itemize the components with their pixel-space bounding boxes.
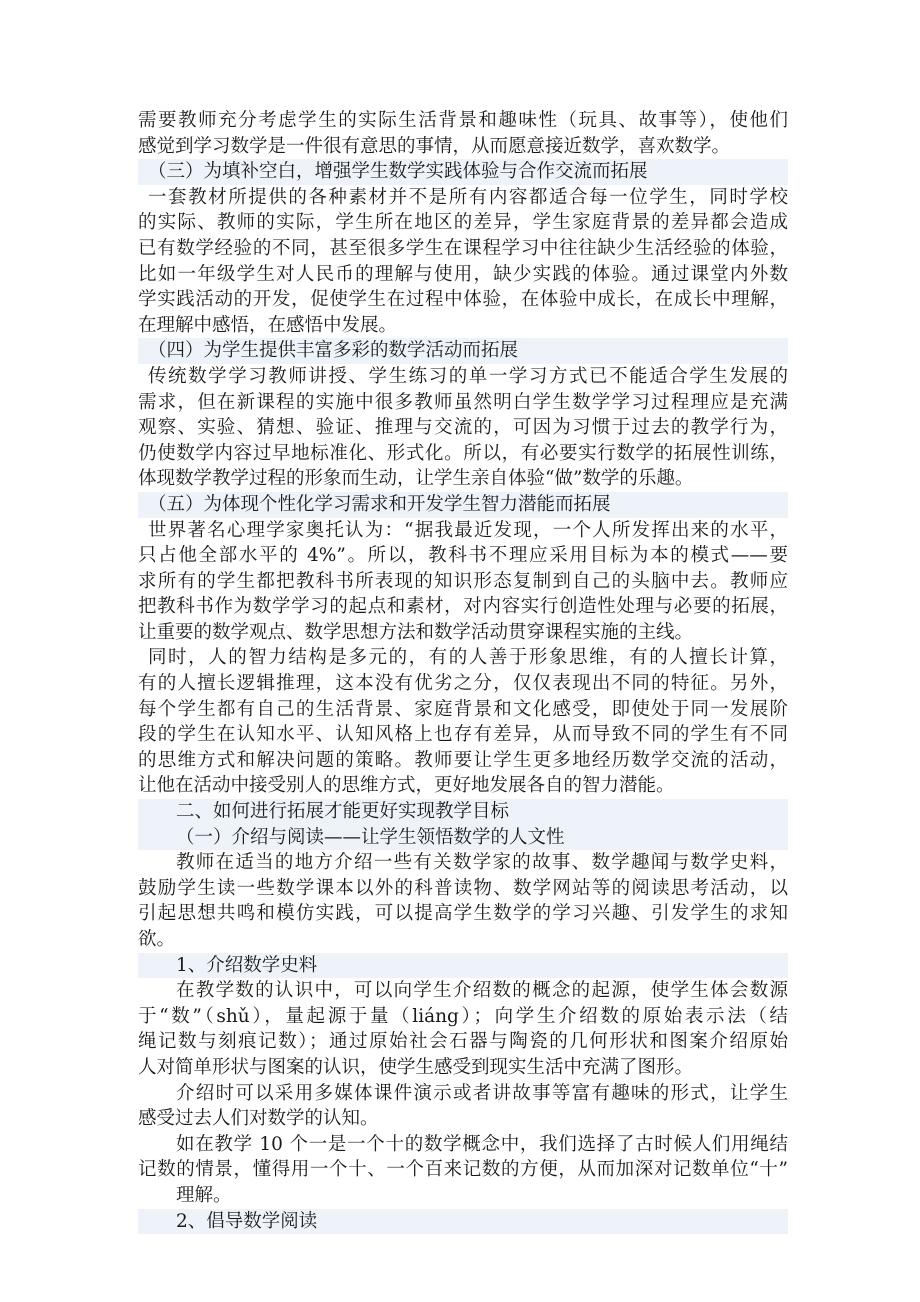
section-heading: （三）为填补空白，增强学生数学实践体验与合作交流而拓展 (138, 159, 788, 185)
text-line: 体现数学教学过程的形象而生动，让学生亲自体验“做”数学的乐趣。 (138, 468, 694, 490)
text-line: 理解。 (176, 1184, 232, 1206)
text-line: 在理解中感悟，在感悟中发展。 (138, 314, 398, 336)
text-line: 感受过去人们对数学的认知。 (138, 1108, 379, 1130)
text-line: 绳记数与刻痕记数）；通过原始社会石器与陶瓷的几何形状和图案介绍原始 (138, 1031, 788, 1053)
text-line: 记数的情景，懂得用一个十、一个百来记数的方便，从而加深对记数单位“十” (138, 1159, 788, 1181)
text-line: 欲。 (138, 929, 176, 950)
text-line: 于“数”（shǔ），量起源于量（liáng）；向学生介绍数的原始表示法（结 (138, 1005, 788, 1027)
document-page (138, 108, 788, 1234)
text-line: 一套教材所提供的各种素材并不是所有内容都适合每一位学生，同时学校 (148, 186, 788, 208)
text-line: 把教科书作为数学学习的起点和素材，对内容实行创造性处理与必要的拓展， (138, 596, 788, 618)
text-line: 鼓励学生读一些数学课本以外的科普读物、数学网站等的阅读思考活动，以 (138, 877, 788, 899)
text-line: 需求，但在新课程的实施中很多教师虽然明白学生数学学习过程理应是充满 (138, 391, 788, 413)
text-line: 只占他全部水平的 4%”。所以，教科书不理应采用目标为本的模式——要 (138, 545, 788, 567)
text-line: 如在教学 10 个一是一个十的数学概念中，我们选择了古时候人们用绳结 (176, 1133, 788, 1155)
section-heading: （四）为学生提供丰富多彩的数学活动而拓展 (138, 338, 788, 364)
text-line: 已有数学经验的不同，甚至很多学生在课程学习中往往缺少生活经验的体验， (138, 237, 788, 259)
section-heading: 二、如何进行拓展才能更好实现教学目标 (138, 799, 788, 825)
text-line: 段的学生在认知水平、认知风格上也存有差异，从而导致不同的学生有不同 (138, 724, 788, 746)
text-line: 让重要的数学观点、数学思想方法和数学活动贯穿课程实施的主线。 (138, 621, 694, 643)
text-line: 教师在适当的地方介绍一些有关数学家的故事、数学趣闻与数学史料， (176, 852, 788, 874)
text-line: 介绍时可以采用多媒体课件演示或者讲故事等富有趣味的形式，让学生 (176, 1082, 788, 1104)
text-line: 的实际、教师的实际，学生所在地区的差异，学生家庭背景的差异都会造成 (138, 212, 788, 234)
text-line: 在教学数的认识中，可以向学生介绍数的概念的起源，使学生体会数源 (176, 980, 788, 1002)
text-line: 感觉到学习数学是一件很有意思的事情，从而愿意接近数学，喜欢数学。 (138, 135, 731, 157)
text-line: 人对简单形状与图案的认识，使学生感受到现实生活中充满了图形。 (138, 1056, 694, 1078)
subsection-heading: 2、倡导数学阅读 (138, 1209, 788, 1235)
subsection-heading: 1、介绍数学史料 (138, 953, 788, 979)
text-line: 观察、实验、猜想、验证、推理与交流的，可因为习惯于过去的教学行为， (138, 417, 788, 439)
text-line: 学实践活动的开发，促使学生在过程中体验，在体验中成长，在成长中理解， (138, 289, 788, 311)
text-line: 有的人擅长逻辑推理，这本没有优劣之分，仅仅表现出不同的特征。另外， (138, 673, 788, 695)
text-line: 需要教师充分考虑学生的实际生活背景和趣味性（玩具、故事等），使他们 (138, 110, 788, 131)
text-line: 让他在活动中接受别人的思维方式，更好地发展各自的智力潜能。 (138, 775, 675, 797)
text-line: 同时，人的智力结构是多元的，有的人善于形象思维，有的人擅长计算， (148, 647, 788, 669)
text-line: 传统数学学习教师讲授、学生练习的单一学习方式已不能适合学生发展的 (148, 365, 788, 387)
text-line: 引起思想共鸣和模仿实践，可以提高学生数学的学习兴趣、引发学生的求知 (138, 903, 788, 925)
text-line: 仍使数学内容过早地标准化、形式化。所以，有必要实行数学的拓展性训练， (138, 442, 788, 464)
text-line: 每个学生都有自己的生活背景、家庭背景和文化感受，即使处于同一发展阶 (138, 698, 788, 720)
text-line: 的思维方式和解决问题的策略。教师要让学生更多地经历数学交流的活动， (138, 749, 788, 771)
section-heading: （五）为体现个性化学习需求和开发学生智力潜能而拓展 (138, 492, 788, 518)
text-line: 比如一年级学生对人民币的理解与使用，缺少实践的体验。通过课堂内外数 (138, 263, 788, 285)
text-line: 求所有的学生都把教科书所表现的知识形态复制到自己的头脑中去。教师应 (138, 570, 788, 592)
subsection-heading: （一）介绍与阅读——让学生领悟数学的人文性 (138, 825, 788, 851)
text-line: 世界著名心理学家奥托认为：“据我最近发现，一个人所发挥出来的水平， (148, 519, 788, 541)
